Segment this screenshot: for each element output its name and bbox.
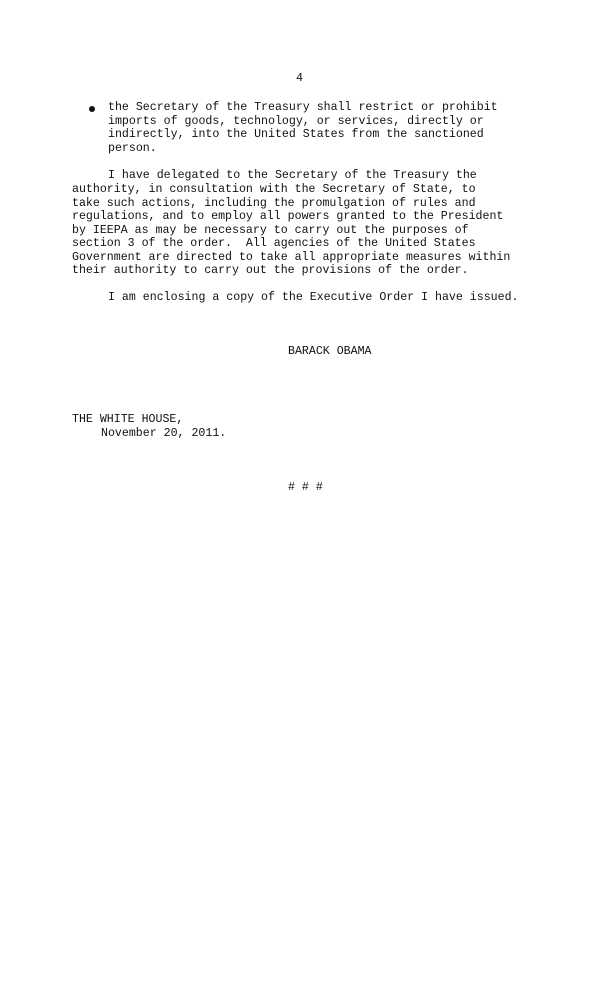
bullet-dot-icon [89, 106, 95, 112]
bullet-item-text: the Secretary of the Treasury shall restrict or prohibit imports of goods, technology, or services, directly or indirectly, into the United States from the sanctioned person. [108, 101, 498, 155]
place-line: THE WHITE HOUSE, [72, 413, 184, 426]
end-mark: # # # [288, 481, 323, 494]
date-line: November 20, 2011. [101, 427, 227, 440]
paragraph-1-body: authority, in consultation with the Secretary of State, to take such actions, including the promulgation of rules and regulations, and to employ all powers granted to the President by IEEPA as may be necessary to carry out the purposes of section 3 of the order. All agencies of the United States Government are directed to take all appropriate measures within their authority to carry out the provisions of the order. [72, 183, 511, 277]
page-number: 4 [296, 72, 303, 85]
signature: BARACK OBAMA [288, 345, 372, 358]
paragraph-2: I am enclosing a copy of the Executive Order I have issued. [108, 291, 519, 304]
paragraph-1-first-line: I have delegated to the Secretary of the Treasury the [108, 169, 477, 182]
